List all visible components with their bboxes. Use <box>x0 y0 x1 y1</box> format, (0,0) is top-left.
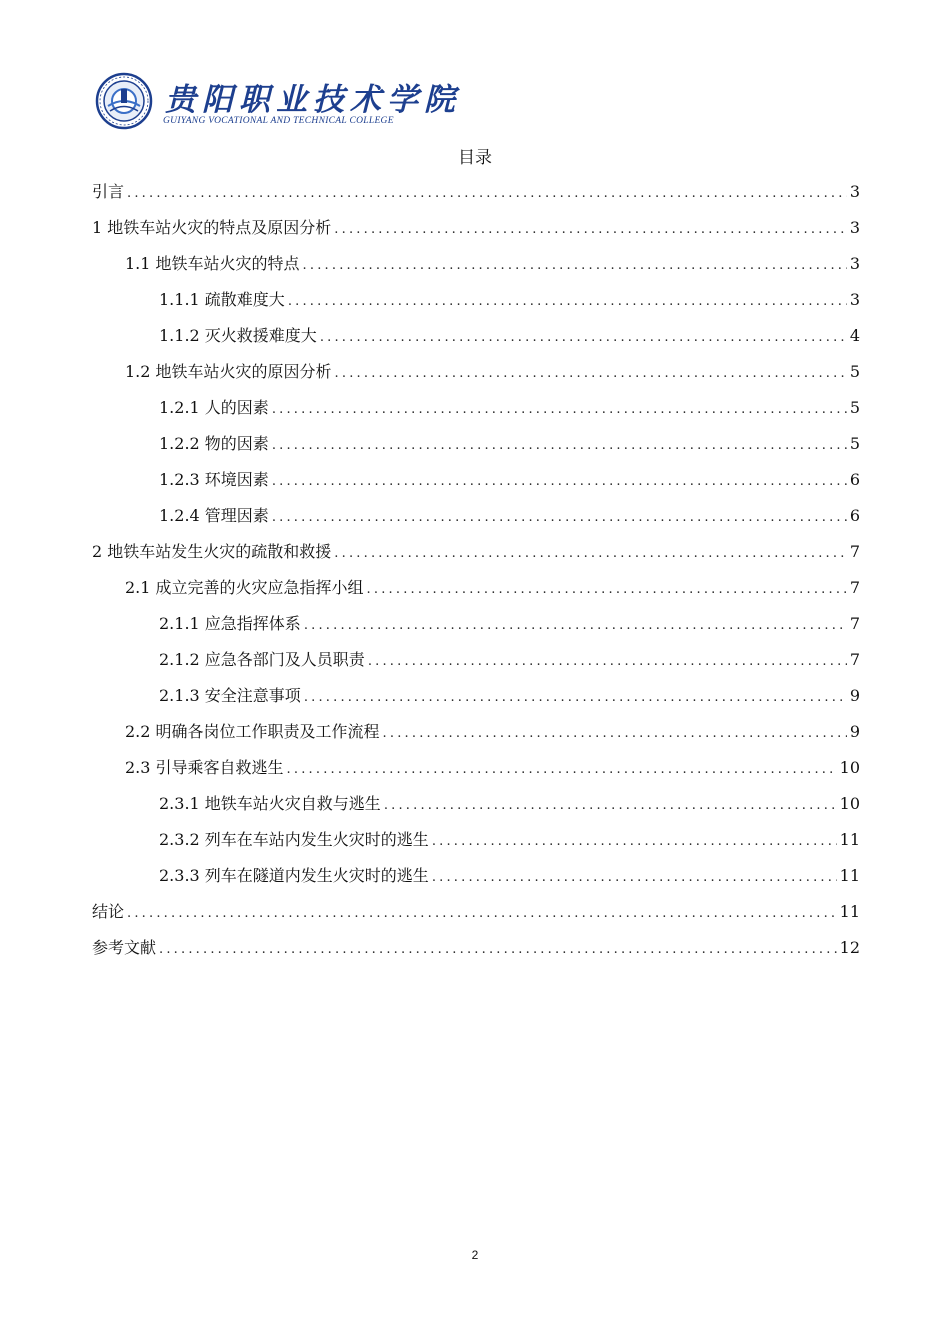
toc-entry[interactable] <box>92 390 860 426</box>
toc-entry-page: 5 <box>849 434 860 453</box>
toc-entry-label: 2.2 明确各岗位工作职责及工作流程 <box>125 722 380 741</box>
toc-leader-dots <box>320 320 847 356</box>
college-name-cn: 贵阳职业技术学院 <box>165 82 461 118</box>
toc-entry[interactable] <box>92 534 860 570</box>
toc-entry[interactable] <box>92 354 860 390</box>
toc-entry[interactable] <box>92 498 860 534</box>
toc-leader-dots <box>304 608 847 644</box>
toc-entry-page: 5 <box>849 362 860 381</box>
toc-entry[interactable] <box>92 426 860 462</box>
toc-entry-page: 10 <box>839 794 860 813</box>
toc-leader-dots <box>383 716 847 752</box>
toc-entry-label: 1.1.2 灭火救援难度大 <box>159 326 317 345</box>
toc-entry-label: 2.1.2 应急各部门及人员职责 <box>159 650 365 669</box>
toc-entry-page: 5 <box>849 398 860 417</box>
toc-leader-dots <box>368 644 847 680</box>
toc-entry-page: 12 <box>839 938 860 957</box>
toc-leader-dots <box>335 356 847 392</box>
toc-entry[interactable] <box>92 642 860 678</box>
toc-entry-label: 2.1.3 安全注意事项 <box>159 686 301 705</box>
toc-entry-page: 11 <box>839 866 860 885</box>
toc-entry-label: 2 地铁车站发生火灾的疏散和救援 <box>92 542 332 561</box>
toc-entry-label: 1.1.1 疏散难度大 <box>159 290 285 309</box>
toc-leader-dots <box>334 212 847 248</box>
toc-entry-label: 1.2.4 管理因素 <box>159 506 269 525</box>
toc-entry[interactable] <box>92 930 860 966</box>
toc-leader-dots <box>272 500 847 536</box>
toc-leader-dots <box>303 248 847 284</box>
toc-entry-label: 2.3.1 地铁车站火灾自救与逃生 <box>159 794 381 813</box>
toc-entry-page: 7 <box>849 650 860 669</box>
toc-entry-label: 2.1 成立完善的火灾应急指挥小组 <box>125 578 364 597</box>
toc-entry-page: 7 <box>849 542 860 561</box>
toc-leader-dots <box>159 932 837 968</box>
toc-entry-page: 9 <box>849 686 860 705</box>
toc-entry-page: 3 <box>849 254 860 273</box>
toc-entry-page: 7 <box>849 578 860 597</box>
toc-entry-label: 结论 <box>92 902 125 921</box>
toc-entry-label: 1.2.1 人的因素 <box>159 398 269 417</box>
toc-entry[interactable] <box>92 318 860 354</box>
toc-entry-page: 3 <box>849 218 860 237</box>
toc-entry-page: 3 <box>849 182 860 201</box>
toc-entry[interactable] <box>92 246 860 282</box>
toc-entry[interactable] <box>92 822 860 858</box>
toc-entry-label: 1.1 地铁车站火灾的特点 <box>125 254 300 273</box>
toc-entry-page: 3 <box>849 290 860 309</box>
toc-entry[interactable] <box>92 714 860 750</box>
page-number: 2 <box>471 1248 479 1262</box>
toc-leader-dots <box>334 536 847 572</box>
toc-entry-label: 2.1.1 应急指挥体系 <box>159 614 301 633</box>
toc-entry-label: 参考文献 <box>92 938 157 957</box>
toc-entry-page: 7 <box>849 614 860 633</box>
table-of-contents <box>92 174 860 966</box>
toc-leader-dots <box>432 860 837 896</box>
toc-leader-dots <box>304 680 847 716</box>
toc-entry-page: 6 <box>849 470 860 489</box>
toc-leader-dots <box>287 752 837 788</box>
toc-leader-dots <box>127 896 837 932</box>
toc-entry[interactable] <box>92 570 860 606</box>
toc-entry[interactable] <box>92 606 860 642</box>
toc-entry-page: 4 <box>849 326 860 345</box>
toc-entry[interactable] <box>92 678 860 714</box>
toc-entry-page: 11 <box>839 830 860 849</box>
toc-entry[interactable] <box>92 462 860 498</box>
toc-entry-page: 9 <box>849 722 860 741</box>
toc-title: 目录 <box>458 148 492 168</box>
toc-entry[interactable] <box>92 786 860 822</box>
toc-entry-label: 引言 <box>92 182 125 201</box>
toc-entry[interactable] <box>92 894 860 930</box>
toc-entry-page: 10 <box>839 758 860 777</box>
college-header <box>95 72 475 132</box>
toc-entry[interactable] <box>92 750 860 786</box>
college-name-en: GUIYANG VOCATIONAL AND TECHNICAL COLLEGE <box>163 116 394 126</box>
toc-leader-dots <box>272 464 847 500</box>
toc-leader-dots <box>432 824 837 860</box>
toc-entry[interactable] <box>92 282 860 318</box>
toc-entry-label: 1.2 地铁车站火灾的原因分析 <box>125 362 332 381</box>
college-seal-icon <box>95 72 153 130</box>
toc-entry-label: 2.3 引导乘客自救逃生 <box>125 758 284 777</box>
toc-entry-label: 1 地铁车站火灾的特点及原因分析 <box>92 218 332 237</box>
toc-entry-page: 11 <box>839 902 860 921</box>
toc-leader-dots <box>367 572 847 608</box>
toc-entry[interactable] <box>92 174 860 210</box>
toc-entry[interactable] <box>92 858 860 894</box>
toc-entry-label: 1.2.2 物的因素 <box>159 434 269 453</box>
toc-entry-label: 2.3.2 列车在车站内发生火灾时的逃生 <box>159 830 429 849</box>
toc-entry-page: 6 <box>849 506 860 525</box>
toc-entry-label: 1.2.3 环境因素 <box>159 470 269 489</box>
toc-entry[interactable] <box>92 210 860 246</box>
toc-leader-dots <box>272 428 847 464</box>
toc-leader-dots <box>272 392 847 428</box>
toc-leader-dots <box>288 284 847 320</box>
toc-entry-label: 2.3.3 列车在隧道内发生火灾时的逃生 <box>159 866 429 885</box>
toc-leader-dots <box>127 176 847 212</box>
toc-leader-dots <box>384 788 837 824</box>
